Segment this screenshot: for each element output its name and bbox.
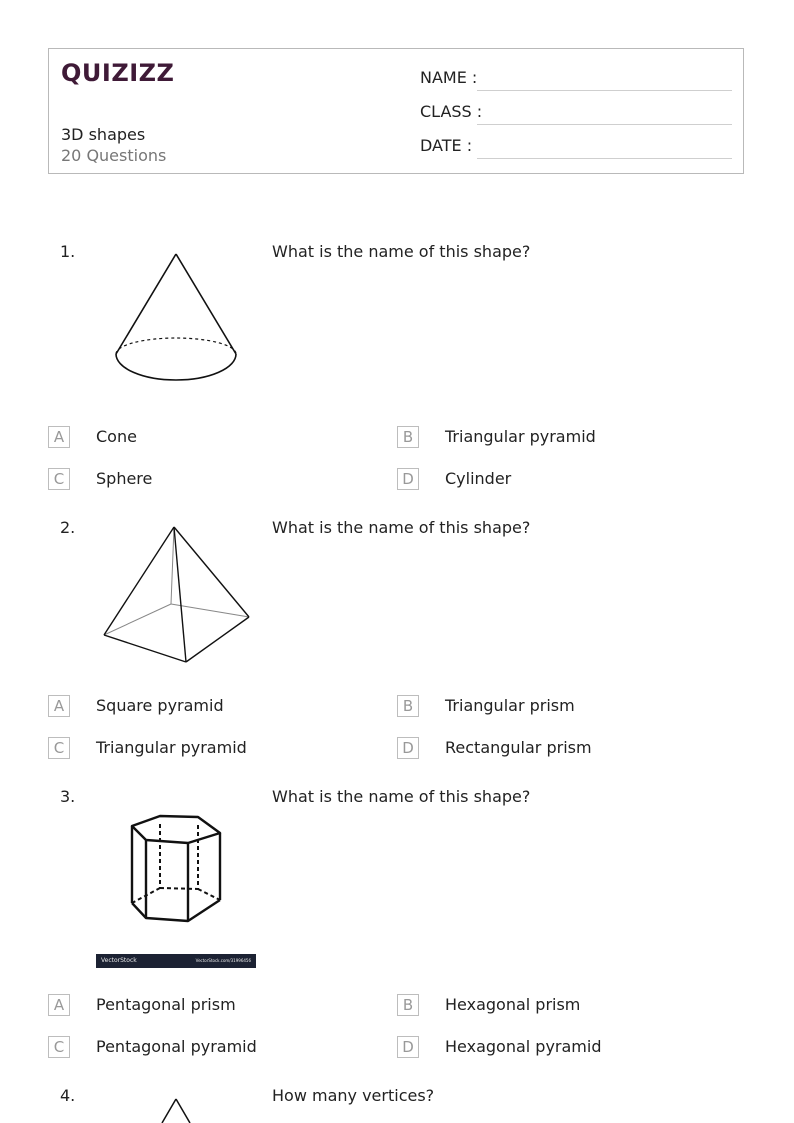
hexagonal-prism-figure	[126, 812, 226, 924]
q3-option-d-text[interactable]: Hexagonal pyramid	[445, 1037, 602, 1056]
q2-option-b-box[interactable]: B	[397, 695, 419, 717]
q2-option-d-box[interactable]: D	[397, 737, 419, 759]
q1-option-d-text[interactable]: Cylinder	[445, 469, 512, 488]
date-label: DATE :	[420, 136, 473, 155]
q2-option-c-box[interactable]: C	[48, 737, 70, 759]
name-line[interactable]	[477, 90, 732, 91]
question-2-number: 2.	[60, 518, 76, 537]
question-4-number: 4.	[60, 1086, 76, 1105]
q1-option-b-box[interactable]: B	[397, 426, 419, 448]
date-line[interactable]	[477, 158, 732, 159]
pyramid-apex-figure	[156, 1096, 196, 1123]
q2-option-c-text[interactable]: Triangular pyramid	[96, 738, 247, 757]
q2-option-d-text[interactable]: Rectangular prism	[445, 738, 592, 757]
q2-option-a-box[interactable]: A	[48, 695, 70, 717]
quizizz-logo: QUIZIZZ	[61, 59, 175, 87]
question-2-text: What is the name of this shape?	[272, 518, 531, 537]
q1-option-a-box[interactable]: A	[48, 426, 70, 448]
q3-option-c-box[interactable]: C	[48, 1036, 70, 1058]
q3-option-c-text[interactable]: Pentagonal pyramid	[96, 1037, 257, 1056]
q3-option-b-text[interactable]: Hexagonal prism	[445, 995, 581, 1014]
q3-option-a-text[interactable]: Pentagonal prism	[96, 995, 236, 1014]
q1-option-c-text[interactable]: Sphere	[96, 469, 153, 488]
question-1-text: What is the name of this shape?	[272, 242, 531, 261]
vectorstock-watermark	[96, 954, 256, 968]
question-count: 20 Questions	[61, 146, 167, 165]
question-3-text: What is the name of this shape?	[272, 787, 531, 806]
watermark-id: VectorStock.com/31996456	[195, 958, 251, 963]
class-label: CLASS :	[420, 102, 483, 121]
q1-option-c-box[interactable]: C	[48, 468, 70, 490]
question-3-number: 3.	[60, 787, 76, 806]
class-line[interactable]	[477, 124, 732, 125]
worksheet-header	[48, 48, 744, 174]
square-pyramid-figure	[100, 524, 255, 669]
q3-option-a-box[interactable]: A	[48, 994, 70, 1016]
watermark-brand: VectorStock	[101, 957, 137, 964]
question-1-number: 1.	[60, 242, 76, 261]
worksheet-title: 3D shapes	[61, 125, 146, 144]
q2-option-a-text[interactable]: Square pyramid	[96, 696, 224, 715]
q2-option-b-text[interactable]: Triangular prism	[445, 696, 575, 715]
name-label: NAME :	[420, 68, 478, 87]
q1-option-a-text[interactable]: Cone	[96, 427, 137, 446]
question-4-text: How many vertices?	[272, 1086, 435, 1105]
cone-figure	[110, 250, 245, 385]
q1-option-b-text[interactable]: Triangular pyramid	[445, 427, 596, 446]
q3-option-d-box[interactable]: D	[397, 1036, 419, 1058]
q1-option-d-box[interactable]: D	[397, 468, 419, 490]
q3-option-b-box[interactable]: B	[397, 994, 419, 1016]
